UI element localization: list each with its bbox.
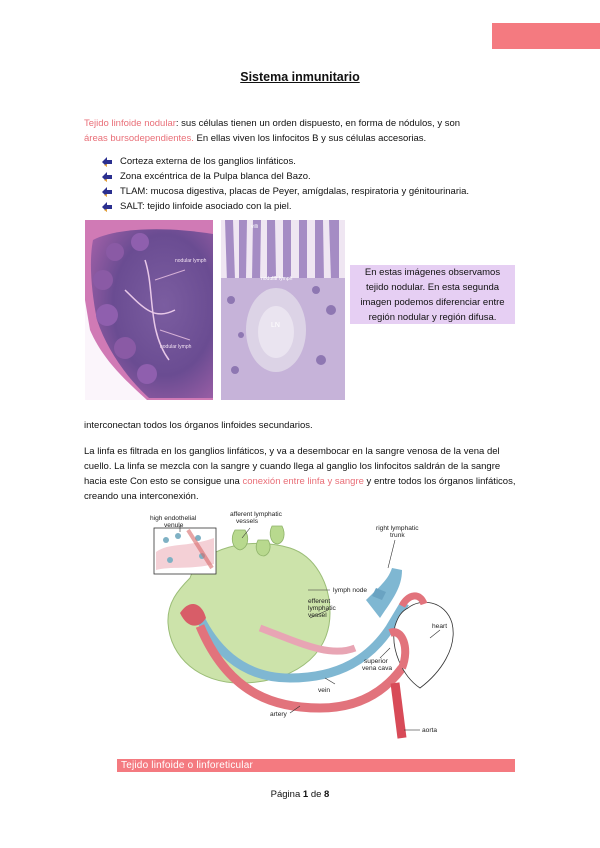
diagram-label: lymphatic	[308, 605, 336, 612]
footer-current-page: 1	[302, 789, 309, 800]
micrograph-intestinal-mucosa	[221, 220, 345, 400]
micrograph-lymph-node	[85, 220, 213, 400]
intro-term-2: áreas bursodependientes.	[84, 133, 194, 144]
callout-text: En estas imágenes observamos tejido nodular. En esta segunda imagen podemos diferenciar entre región nodular y región difusa.	[360, 266, 505, 323]
diagram-label: trunk	[390, 532, 405, 539]
bullet-text: SALT: tejido linfoide asociado con la piel.	[120, 201, 292, 212]
diagram-label: artery	[270, 711, 287, 718]
intro-paragraph	[84, 116, 516, 146]
page-footer	[0, 789, 600, 800]
paragraph-highlight: conexión entre linfa y sangre	[242, 476, 364, 487]
micrograph-label: LN	[271, 322, 280, 329]
micrograph-label: villi	[251, 224, 258, 230]
page-title: Sistema inmunitario	[240, 70, 360, 84]
footer-mid: de	[308, 789, 325, 800]
bullet-text: TLAM: mucosa digestiva, placas de Peyer, amígdalas, respiratoria y génitourinaria.	[120, 186, 470, 197]
footer-prefix: Página	[270, 789, 303, 800]
diagram-label: right lymphatic	[376, 525, 419, 532]
diagram-label: venule	[164, 522, 184, 529]
bullet-arrow-icon	[100, 200, 114, 214]
list-item	[100, 154, 469, 169]
intro-term: Tejido linfoide nodular	[84, 118, 176, 129]
paragraph-lymph	[84, 444, 516, 504]
diagram-label: efferent	[308, 598, 331, 605]
diagram-label: lymph node	[333, 587, 368, 594]
paragraph-interconnect: interconectan todos los órganos linfoides secundarios.	[84, 420, 313, 431]
paragraph-lymph-text-1: La linfa es filtrada en los ganglios linfáticos, y va a desembocar en la sangre venosa de la vena del cuello. La linfa se mezcla con la sangre y cuando llega al ganglio los linfocitos saldrán de la sangre hacia este Con esto se consigue una	[84, 446, 501, 487]
micrograph-label: nodular lymph	[175, 258, 207, 264]
micrograph-label: nodular lymph	[261, 276, 293, 282]
bullet-text: Corteza externa de los ganglios linfáticos.	[120, 156, 296, 167]
bullet-arrow-icon	[100, 170, 114, 184]
list-item	[100, 184, 469, 199]
diagram-label: vena cava	[362, 665, 393, 672]
bullet-arrow-icon	[100, 185, 114, 199]
bullet-arrow-icon	[100, 155, 114, 169]
figure-caption: Tejido linfoide o linforeticular	[117, 759, 515, 772]
micrograph-label: nodular lymph	[160, 344, 192, 350]
intro-text-2: En ellas viven los linfocitos B y sus células accesorias.	[193, 133, 427, 144]
image-callout	[350, 265, 515, 324]
lymphatic-circulation-diagram	[140, 508, 460, 756]
list-item	[100, 169, 469, 184]
list-item	[100, 199, 469, 214]
bullet-list	[100, 154, 469, 214]
footer-total-pages: 8	[324, 789, 330, 800]
paragraph-lymph-text-2: y entre todos los órganos linfáticos, creando una interconexión.	[84, 476, 516, 502]
diagram-label: high endothelial	[150, 515, 197, 522]
diagram-label: vessels	[236, 518, 258, 525]
diagram-label: superior	[364, 658, 388, 665]
diagram-label: heart	[432, 623, 448, 630]
header-accent-tab	[492, 23, 600, 49]
diagram-label: afferent lymphatic	[230, 511, 282, 518]
bullet-text: Zona excéntrica de la Pulpa blanca del Bazo.	[120, 171, 311, 182]
diagram-label: vessel	[308, 612, 327, 619]
intro-text-1: : sus células tienen un orden dispuesto, en forma de nódulos, y son	[175, 118, 461, 129]
diagram-label: vein	[318, 687, 331, 694]
diagram-label: aorta	[422, 727, 438, 734]
